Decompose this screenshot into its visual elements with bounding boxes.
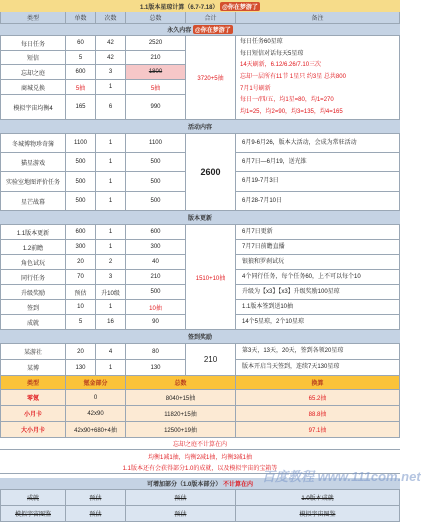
cell-total: 500 xyxy=(126,192,186,211)
pay-header-row xyxy=(0,376,400,390)
cell-count: 3 xyxy=(96,65,126,80)
section-permanent-badge: @你在梦游了 xyxy=(193,25,233,34)
note-line: 每日任务60星琼 xyxy=(240,39,283,46)
permanent-sum-text: 3720+5抽 xyxy=(197,76,224,82)
update-sum-text: 1510+10抽 xyxy=(195,275,226,282)
cell-unit: 70 xyxy=(66,270,96,285)
cell-type: 1.1版本更新 xyxy=(0,225,66,240)
note-line: 每日短信对话每天5星琼 xyxy=(240,50,304,57)
cell-count: 1 xyxy=(96,225,126,240)
cell-unit: 20 xyxy=(66,255,96,270)
cell-count: 升10级 xyxy=(96,285,126,300)
cell-total: 80 xyxy=(126,344,186,360)
cell-unit: 600 xyxy=(66,65,96,80)
cell-total: 210 xyxy=(126,270,186,285)
cell-total: 90 xyxy=(126,315,186,330)
cell-type: 冬城博物珍奇簿 xyxy=(0,134,66,153)
sheet-title: 1.1版本星琼计算（6.7-7.18） xyxy=(140,4,219,11)
section-events xyxy=(0,120,400,134)
section-update xyxy=(0,211,400,225)
cell-count: 2 xyxy=(96,255,126,270)
cell-note: 6月9-6月26，版本大活动，会成为常驻活动 xyxy=(236,134,400,153)
pay-row xyxy=(0,422,400,438)
cell-type: 某游社 xyxy=(0,344,66,360)
cell-note: 6月28-7月10日 xyxy=(236,192,400,211)
cell-unit: 5抽 xyxy=(66,80,96,95)
cell-money: 42x90+680+4抽 xyxy=(66,422,126,438)
cell-unit: 60 xyxy=(66,36,96,51)
header-unit: 单数 xyxy=(66,12,96,24)
events-merged xyxy=(186,134,236,211)
cell-total: 210 xyxy=(126,51,186,65)
cell-unit: 500 xyxy=(66,172,96,192)
cell-note: 7月7日前瞻直播 xyxy=(236,240,400,255)
cell-money: 42x90 xyxy=(66,406,126,422)
cell-note: 版本开启当天签到，连续7天130星琼 xyxy=(236,360,400,376)
title-bar xyxy=(0,0,400,12)
cell-type: 忘却之庭 xyxy=(0,65,66,80)
cell-convert: 97.1抽 xyxy=(236,422,400,438)
cell-unit: 预估 xyxy=(66,506,126,522)
cell-count: 16 xyxy=(96,315,126,330)
cell-type: 1.2前瞻 xyxy=(0,240,66,255)
cell-note: 6月7日更新 xyxy=(236,225,400,240)
cell-count: 4 xyxy=(96,344,126,360)
cell-total: 130 xyxy=(126,360,186,376)
cell-total: 预估 xyxy=(126,506,236,522)
cell-type: 升级奖励 xyxy=(0,285,66,300)
update-sum xyxy=(186,225,236,330)
pay-note: 忘却之庭不计算在内 xyxy=(172,442,227,448)
pay-note-row xyxy=(0,438,400,450)
cell-unit: 1100 xyxy=(66,134,96,153)
cell-count: 1 xyxy=(96,80,126,95)
cell-type: 猫星游戏 xyxy=(0,153,66,172)
permanent-notes xyxy=(236,36,400,120)
section-signin xyxy=(0,330,400,344)
cell-note: 银狼和罗刹试玩 xyxy=(236,255,400,270)
cell-note: 6月7日—6月19，送光锥 xyxy=(236,153,400,172)
section-signin-label: 签到奖励 xyxy=(187,335,212,341)
cell-total: 5抽 xyxy=(126,80,186,95)
cell-type: 每日任务 xyxy=(0,36,66,51)
note-line: 忘却一层所有11节 1星只 约3星 总共800 xyxy=(240,73,346,80)
update-merged xyxy=(186,225,236,330)
cell-unit: 预估 xyxy=(66,285,96,300)
cell-total: 1800 xyxy=(126,65,186,80)
section-bottom-label: 可增加部分（1.0版本部分） xyxy=(146,482,222,488)
cell-count: 1 xyxy=(96,240,126,255)
cell-note: 第3天，13天，20天，签到各领20星琼 xyxy=(236,344,400,360)
cell-total: 990 xyxy=(126,95,186,120)
cell-convert: 88.8抽 xyxy=(236,406,400,422)
note-line: 14天刷新，6.12/6.26/7.10三次 xyxy=(240,62,322,69)
cell-count: 6 xyxy=(96,95,126,120)
events-sum: 2600 xyxy=(186,134,236,211)
cell-unit: 165 xyxy=(66,95,96,120)
note-text: 1.1版本还有会获得部分1.0的成就，以及模拟宇宙的宝箱等 xyxy=(122,466,278,472)
section-events-label: 活动内容 xyxy=(187,125,212,131)
pay-header-money: 氪金部分 xyxy=(66,376,126,390)
header-notes: 备注 xyxy=(236,12,400,24)
pay-row xyxy=(0,390,400,406)
cell-type: 大小月卡 xyxy=(0,422,66,438)
section-bottom-sub: 不计算在内 xyxy=(223,482,254,488)
cell-total: 600 xyxy=(126,225,186,240)
header-count: 次数 xyxy=(96,12,126,24)
section-update-label: 版本更新 xyxy=(187,216,212,222)
note-line: 均1=25，均2=90，均3=135，均4=165 xyxy=(240,108,343,115)
cell-type: 模拟宇宙均衡4 xyxy=(0,95,66,120)
cell-note: 4个同行任务，每个任务60，上不可以每个10 xyxy=(236,270,400,285)
cell-unit: 5 xyxy=(66,315,96,330)
cell-type: 模拟宇宙图鉴 xyxy=(0,506,66,522)
title-badge: @你在梦游了 xyxy=(220,2,260,11)
note-row xyxy=(0,450,400,462)
note-text: 均衡1减1抽，均衡2减1抽，均衡3减1抽 xyxy=(147,454,253,461)
cell-type: 短信 xyxy=(0,51,66,65)
cell-total: 500 xyxy=(126,153,186,172)
cell-count: 1 xyxy=(96,172,126,192)
pay-row xyxy=(0,406,400,422)
cell-unit: 300 xyxy=(66,240,96,255)
cell-count: 1 xyxy=(96,153,126,172)
cell-type: 某博 xyxy=(0,360,66,376)
cell-note: 1.1版本签到送10抽 xyxy=(236,300,400,315)
cell-type: 同行任务 xyxy=(0,270,66,285)
note-line: 7月1号刷新 xyxy=(240,85,271,92)
pay-header-convert: 换算 xyxy=(236,376,400,390)
cell-unit: 20 xyxy=(66,344,96,360)
cell-total: 12500+19抽 xyxy=(126,422,236,438)
cell-count: 1 xyxy=(96,300,126,315)
cell-unit: 130 xyxy=(66,360,96,376)
signin-sum: 210 xyxy=(186,344,236,376)
cell-type: 成就 xyxy=(0,315,66,330)
cell-unit: 5 xyxy=(66,51,96,65)
cell-unit: 600 xyxy=(66,225,96,240)
cell-note: 模拟宇宙图鉴 xyxy=(236,506,400,522)
permanent-sum xyxy=(186,36,236,120)
signin-merged xyxy=(186,344,236,376)
header-sum: 合计 xyxy=(186,12,236,24)
cell-unit: 10 xyxy=(66,300,96,315)
cell-total: 11820+15抽 xyxy=(126,406,236,422)
cell-count: 3 xyxy=(96,270,126,285)
cell-type: 签到 xyxy=(0,300,66,315)
pay-header-total: 总数 xyxy=(126,376,236,390)
cell-total: 预估 xyxy=(126,490,236,506)
header-row xyxy=(0,12,400,24)
header-total: 总数 xyxy=(126,12,186,24)
cell-convert: 65.2抽 xyxy=(236,390,400,406)
cell-total: 10抽 xyxy=(126,300,186,315)
cell-type: 商城兑换 xyxy=(0,80,66,95)
note-line: 每日一/四/五，均1星=80，均1=270 xyxy=(240,97,334,104)
watermark: 百度教程 www.111com.net xyxy=(262,469,421,484)
cell-note: 升级为【x3】【x3】升级奖励100星琼 xyxy=(236,285,400,300)
cell-total: 40 xyxy=(126,255,186,270)
cell-note: 14个5星琼，2个10星琼 xyxy=(236,315,400,330)
cell-unit: 500 xyxy=(66,153,96,172)
cell-count: 42 xyxy=(96,36,126,51)
cell-type: 零氪 xyxy=(0,390,66,406)
cell-total: 500 xyxy=(126,172,186,192)
permanent-merged xyxy=(186,36,400,120)
cell-total: 500 xyxy=(126,285,186,300)
cell-count: 1 xyxy=(96,134,126,153)
cell-total: 300 xyxy=(126,240,186,255)
pay-header-type: 类型 xyxy=(0,376,66,390)
cell-type: 角色试玩 xyxy=(0,255,66,270)
cell-type: 星芒战幕 xyxy=(0,192,66,211)
cell-type: 成就 xyxy=(0,490,66,506)
cell-unit: 500 xyxy=(66,192,96,211)
cell-count: 1 xyxy=(96,360,126,376)
cell-total: 2520 xyxy=(126,36,186,51)
cell-type: 实验室地图评价任务 xyxy=(0,172,66,192)
cell-money: 0 xyxy=(66,390,126,406)
cell-type: 小月卡 xyxy=(0,406,66,422)
cell-total: 1100 xyxy=(126,134,186,153)
cell-count: 42 xyxy=(96,51,126,65)
header-type: 类型 xyxy=(0,12,66,24)
section-permanent-label: 永久内容 xyxy=(167,28,192,34)
cell-note: 6月19-7月3日 xyxy=(236,172,400,192)
cell-total: 8040+15抽 xyxy=(126,390,236,406)
cell-note: 1.0版本成就 xyxy=(236,490,400,506)
section-permanent xyxy=(0,24,400,36)
cell-count: 1 xyxy=(96,192,126,211)
cell-unit: 预估 xyxy=(66,490,126,506)
